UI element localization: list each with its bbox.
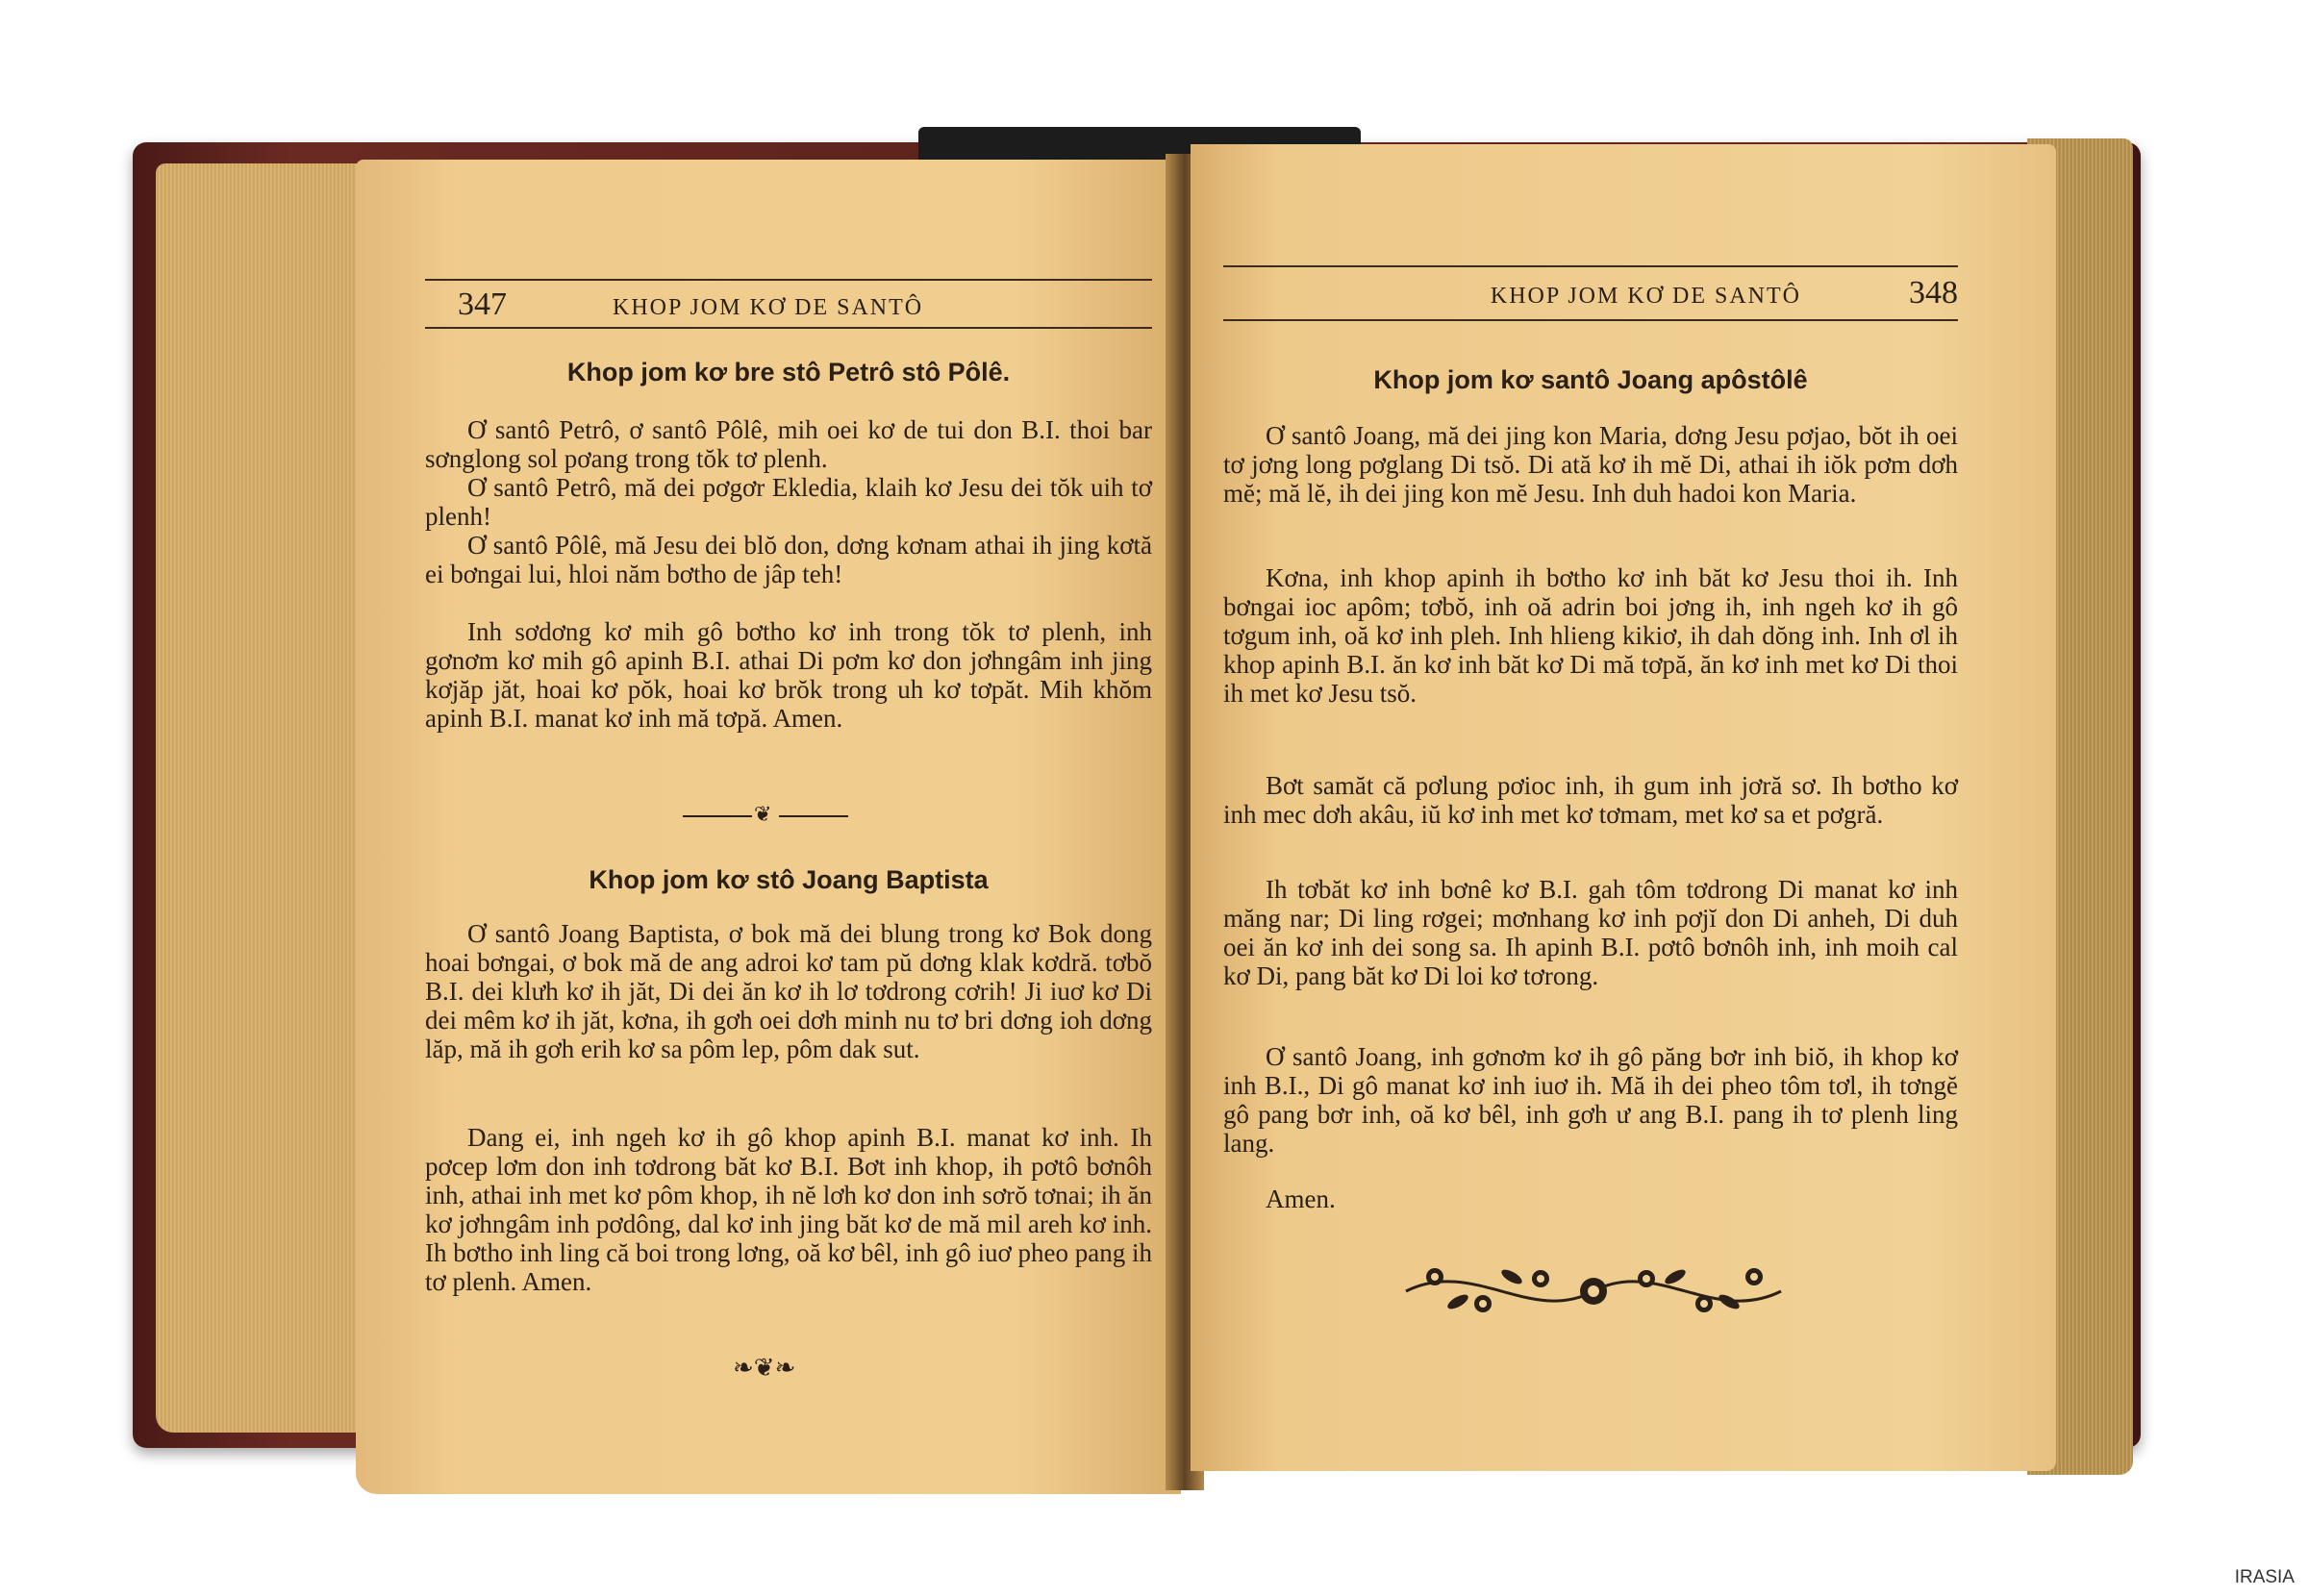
paragraph: Ơ santô Joang, inh gơnơm kơ ih gô păng bơr inh biŏ, ih khop kơ inh B.I., Di gô manat kơ inh iuơ ih. Mă ih dei pheo tôm tơl, ih tơngĕ gô pang bơr inh, oă kơ bêl, inh gơh ư ang B.I. pang ih tơ plenh ling lang. [1223,1042,1958,1158]
ornament-divider-right [779,815,848,817]
header-rule-bottom [1223,319,1958,321]
paragraph: Amen. [1266,1185,1336,1213]
left-header [458,287,1150,323]
left-page-edges [156,163,377,1433]
paragraph: Ih tơbăt kơ inh bơnê kơ B.I. gah tôm tơdrong Di manat kơ inh măng nar; Di ling rơgei; mơnhang kơ inh pơjĭ don Di anheh, Di duh oei ăn kơ inh dei song sa. Ih apinh B.I. pơtô bơnôh inh, inh moih cal kơ Di, pang băt kơ Di loi kơ tơrong. [1223,875,1958,990]
paragraph: Ơ santô Petrô, ơ santô Pôlê, mih oei kơ de tui don B.I. thoi bar sơnglong sol pơang trong tŏk tơ plenh. [425,415,1152,473]
left-page [356,160,1181,1494]
paragraph: Bơt samăt că pơlung pơioc inh, ih gum inh jơră sơ. Ih bơtho kơ inh mec dơh akâu, iŭ kơ inh met kơ tơmam, met kơ sa et pơgră. [1223,771,1958,829]
page-number: 348 [1909,275,1958,311]
right-header [1223,275,1958,312]
header-rule-top [425,279,1152,281]
paragraph: Dang ei, inh ngeh kơ ih gô khop apinh B.I. manat kơ inh. Ih pơcep lơm don inh tơdrong băt kơ B.I. Bơt inh khop, ih pơtô bơnôh inh, athai inh met kơ pôm khop, ih nĕ lơh kơ don inh sơrŏ tơnai; ih ăn kơ jơhngâm inh pơdông, dal kơ inh jing băt kơ de mă mil areh kơ inh. Ih bơtho inh ling că boi trong lơng, oă kơ bêl, inh gô iuơ pheo pang ih tơ plenh. Amen. [425,1123,1153,1296]
watermark-label: IRASIA [2234,1567,2295,1587]
paragraph: Ơ santô Joang Baptista, ơ bok mă dei blung trong kơ Bok dong hoai bơngai, ơ bok mă de ang adroi kơ tam pŭ dơng klak kơdră. tơbŏ B.I. dei klưh kơ ih jăt, Di dei ăn kơ ih lơ tơdrong cơrih! Ji iuơ kơ Di dei mêm kơ ih jăt, kơna, ih gơh oei dơh minh nu tơ bri dơng ioh dơng lăp, mă ih gơh erih kơ sa pôm lep, pôm dak sut. [425,919,1152,1063]
paragraph: Ơ santô Petrô, mă dei pơgơr Ekledia, klaih kơ Jesu dei tŏk uih tơ plenh! [425,473,1152,531]
section-title: Khop jom kơ stô Joang Baptista [589,865,989,894]
header-rule-bottom [425,327,1152,329]
floral-ornament [1396,1248,1791,1334]
ornament-divider-left [683,815,752,817]
ornament-divider-knot: ❦ [754,802,772,826]
paragraph: Ơ santô Joang, mă dei jing kon Maria, dơng Jesu pơjao, bŏt ih oei tơ jơng long pơglang Di tsŏ. Di ată kơ ih mĕ Di, athai ih iŏk pơm dơh mĕ; mă lĕ, ih dei jing kon mĕ Jesu. Inh duh hadoi kon Maria. [1223,421,1958,508]
running-head: KHOP JOM KƠ DE SANTÔ [1490,284,1801,309]
paragraph: Inh sơdơng kơ mih gô bơtho kơ inh trong tŏk tơ plenh, inh gơnơm kơ mih gô apinh B.I. athai Di pơm kơ don jơhngâm inh jing kơjăp jăt, hoai kơ pŏk, hoai kơ brŏk trong uh kơ tơpăt. Mih khŏm apinh B.I. manat kơ inh mă tơpă. Amen. [425,617,1152,733]
page-number: 347 [458,287,507,322]
paragraph: Ơ santô Pôlê, mă Jesu dei blŏ don, dơng kơnam athai ih jing kơtă ei bơngai lui, hloi năm bơtho de jâp teh! [425,531,1152,588]
header-rule-top [1223,265,1958,267]
section-title: Khop jom kơ santô Joang apôstôlê [1373,365,1808,394]
section-title: Khop jom kơ bre stô Petrô stô Pôlê. [566,358,1011,387]
running-head: KHOP JOM KƠ DE SANTÔ [613,295,924,320]
right-page [1191,144,2056,1471]
tailpiece-ornament: ❧❦❧ [733,1354,796,1382]
paragraph: Kơna, inh khop apinh ih bơtho kơ inh băt kơ Jesu thoi ih. Inh bơngai ioc apôm; tơbŏ, inh oă adrin boi jơng ih, inh ngeh kơ ih gô tơgum inh, oă kơ inh pleh. Inh hlieng kikiơ, ih dah dŏng inh. Inh ơl ih khop apinh B.I. ăn kơ inh băt kơ Di mă tơpă, ăn kơ inh met kơ Di thoi ih met kơ Jesu tsŏ. [1223,563,1958,708]
